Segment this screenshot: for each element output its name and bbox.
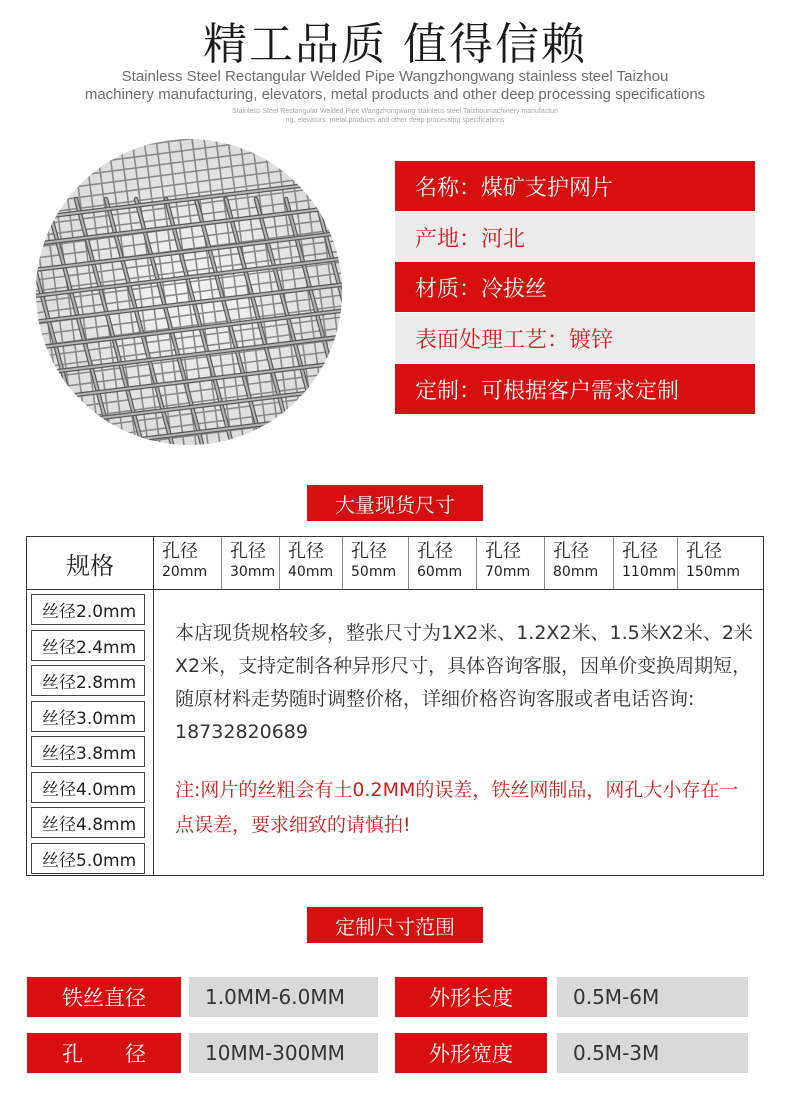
subtitle-small-line-1: Stainless Steel Rectangular Welded Pipe Wangzhongwang stainless steel Taizhoumachinery manufactun (232, 108, 558, 115)
custom-label: 外形长度 (395, 977, 547, 1017)
hole-size-cell (409, 537, 477, 590)
hole-size-cell (477, 537, 545, 590)
custom-value: 10MM-300MM (189, 1033, 378, 1073)
spec-table (26, 536, 764, 876)
stock-section-title: 大量现货尺寸 (307, 485, 483, 521)
hole-size: 20mm (162, 564, 208, 580)
hole-size-cell (614, 537, 678, 590)
subtitle-english (0, 68, 790, 104)
custom-label: 铁丝直径 (27, 977, 181, 1017)
hole-size: 80mm (553, 564, 599, 580)
hole-size-cell (343, 537, 409, 590)
hole-size: 70mm (485, 564, 531, 580)
page-title: 精工品质 值得信赖 (203, 19, 587, 70)
wire-column (27, 590, 154, 875)
product-info-row: 产地：河北 (395, 212, 755, 262)
product-photo-mesh (36, 139, 342, 445)
subtitle-line-1: Stainless Steel Rectangular Welded Pipe Wangzhongwang stainless steel Taizhou (121, 68, 669, 85)
wire-diameter-cell: 丝径2.0mm (31, 594, 145, 625)
wire-diameter-cell: 丝径5.0mm (31, 843, 145, 874)
wire-diameter-cell: 丝径4.0mm (31, 772, 145, 803)
custom-value: 1.0MM-6.0MM (189, 977, 378, 1017)
hole-size-cell (678, 537, 764, 590)
hole-label: 孔径 (417, 541, 453, 562)
wire-diameter-cell: 丝径3.0mm (31, 701, 145, 732)
hole-size: 30mm (230, 564, 276, 580)
wire-diameter-cell: 丝径4.8mm (31, 807, 145, 838)
custom-section-title: 定制尺寸范围 (307, 907, 483, 943)
wire-diameter-cell: 丝径2.4mm (31, 630, 145, 661)
hole-size-cell (280, 537, 343, 590)
hole-label: 孔径 (162, 541, 198, 562)
custom-label: 孔 径 (27, 1033, 181, 1073)
stock-note: 注:网片的丝粗会有土0.2MM的误差，铁丝网制品，网孔大小存在一点误差，要求细致的请慎拍! (175, 779, 739, 836)
custom-label: 外形宽度 (395, 1033, 547, 1073)
hole-label: 孔径 (351, 541, 387, 562)
hole-label: 孔径 (288, 541, 324, 562)
subtitle-line-2: machinery manufacturing, elevators, metal products and other deep processing specifications (84, 86, 706, 103)
product-info-row: 材质：冷拔丝 (395, 262, 755, 312)
hole-size: 60mm (417, 564, 463, 580)
hole-size: 50mm (351, 564, 397, 580)
hole-label: 孔径 (553, 541, 589, 562)
custom-value: 0.5M-3M (557, 1033, 748, 1073)
product-info-row: 表面处理工艺：镀锌 (395, 313, 755, 363)
hole-size-cell (222, 537, 280, 590)
product-info-row: 名称：煤矿支护网片 (395, 161, 755, 211)
wire-diameter-cell: 丝径2.8mm (31, 665, 145, 696)
hole-size: 150mm (686, 564, 740, 580)
hole-label: 孔径 (622, 541, 658, 562)
hole-size-cell (154, 537, 222, 590)
hole-label: 孔径 (686, 541, 722, 562)
hole-label: 孔径 (485, 541, 521, 562)
wire-diameter-cell: 丝径3.8mm (31, 736, 145, 767)
custom-value: 0.5M-6M (557, 977, 748, 1017)
product-info-row: 定制：可根据客户需求定制 (395, 364, 755, 414)
subtitle-small-line-2: ng, elevators, metal products and other deep processing specifications (285, 117, 505, 124)
subtitle-small (0, 107, 790, 125)
spec-label: 规格 (27, 537, 154, 590)
hole-size: 110mm (622, 564, 676, 580)
hole-size-cell (545, 537, 614, 590)
stock-description: 本店现货规格较多，整张尺寸为1X2米、1.2X2米、1.5米X2米、2米X2米，支持定制各种异形尺寸，具体咨询客服，因单价变换周期短，随原材料走势随时调整价格，详细价格咨询客服或者电话咨询: 18732820689 (175, 622, 753, 743)
hole-size: 40mm (288, 564, 334, 580)
hole-label: 孔径 (230, 541, 266, 562)
